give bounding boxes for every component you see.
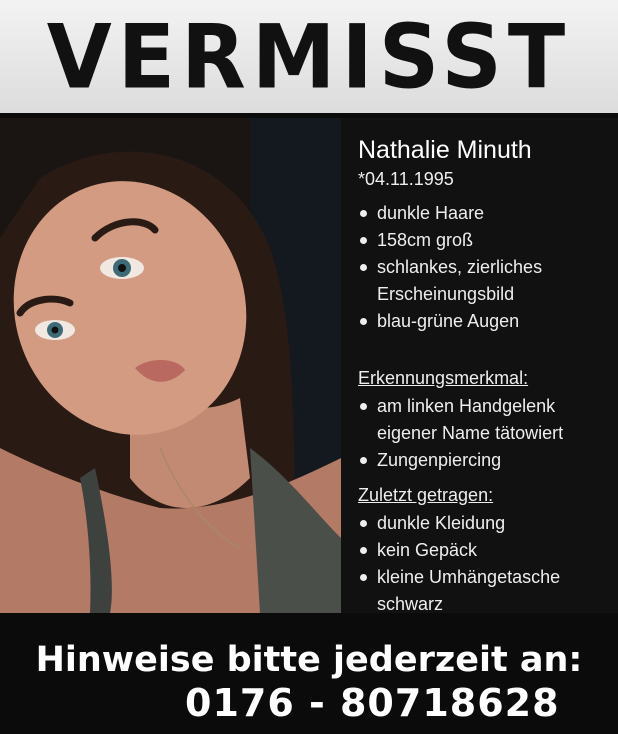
contact-hint: Hinweise bitte jederzeit an: [35,640,583,680]
clothing-list [358,510,618,618]
list-item: blau-grüne Augen [358,308,618,335]
page-title: VERMISST [46,5,572,108]
birthdate: *04.11.1995 [358,169,454,189]
attribute-list [358,200,618,335]
list-item: dunkle Haare [358,200,618,227]
list-item: Zungenpiercing [358,447,618,474]
info-panel [341,118,618,613]
list-item: kein Gepäck [358,537,618,564]
list-item: dunkle Kleidung [358,510,618,537]
person-name: Nathalie Minuth [358,136,532,164]
features-heading: Erkennungsmerkmal: [358,368,529,388]
list-item: schlankes, zierliches Erscheinungsbild [358,254,618,308]
list-item: 158cm groß [358,227,618,254]
contact-phone: 0176 - 80718628 [185,681,560,725]
header-banner [0,0,618,113]
features-list [358,393,618,474]
list-item: kleine Umhängetasche schwarz [358,564,618,618]
list-item: am linken Handgelenk eigener Name tätowiert [358,393,618,447]
portrait-photo [0,118,341,613]
portrait-illustration [0,118,341,613]
clothing-heading: Zuletzt getragen: [358,485,494,505]
